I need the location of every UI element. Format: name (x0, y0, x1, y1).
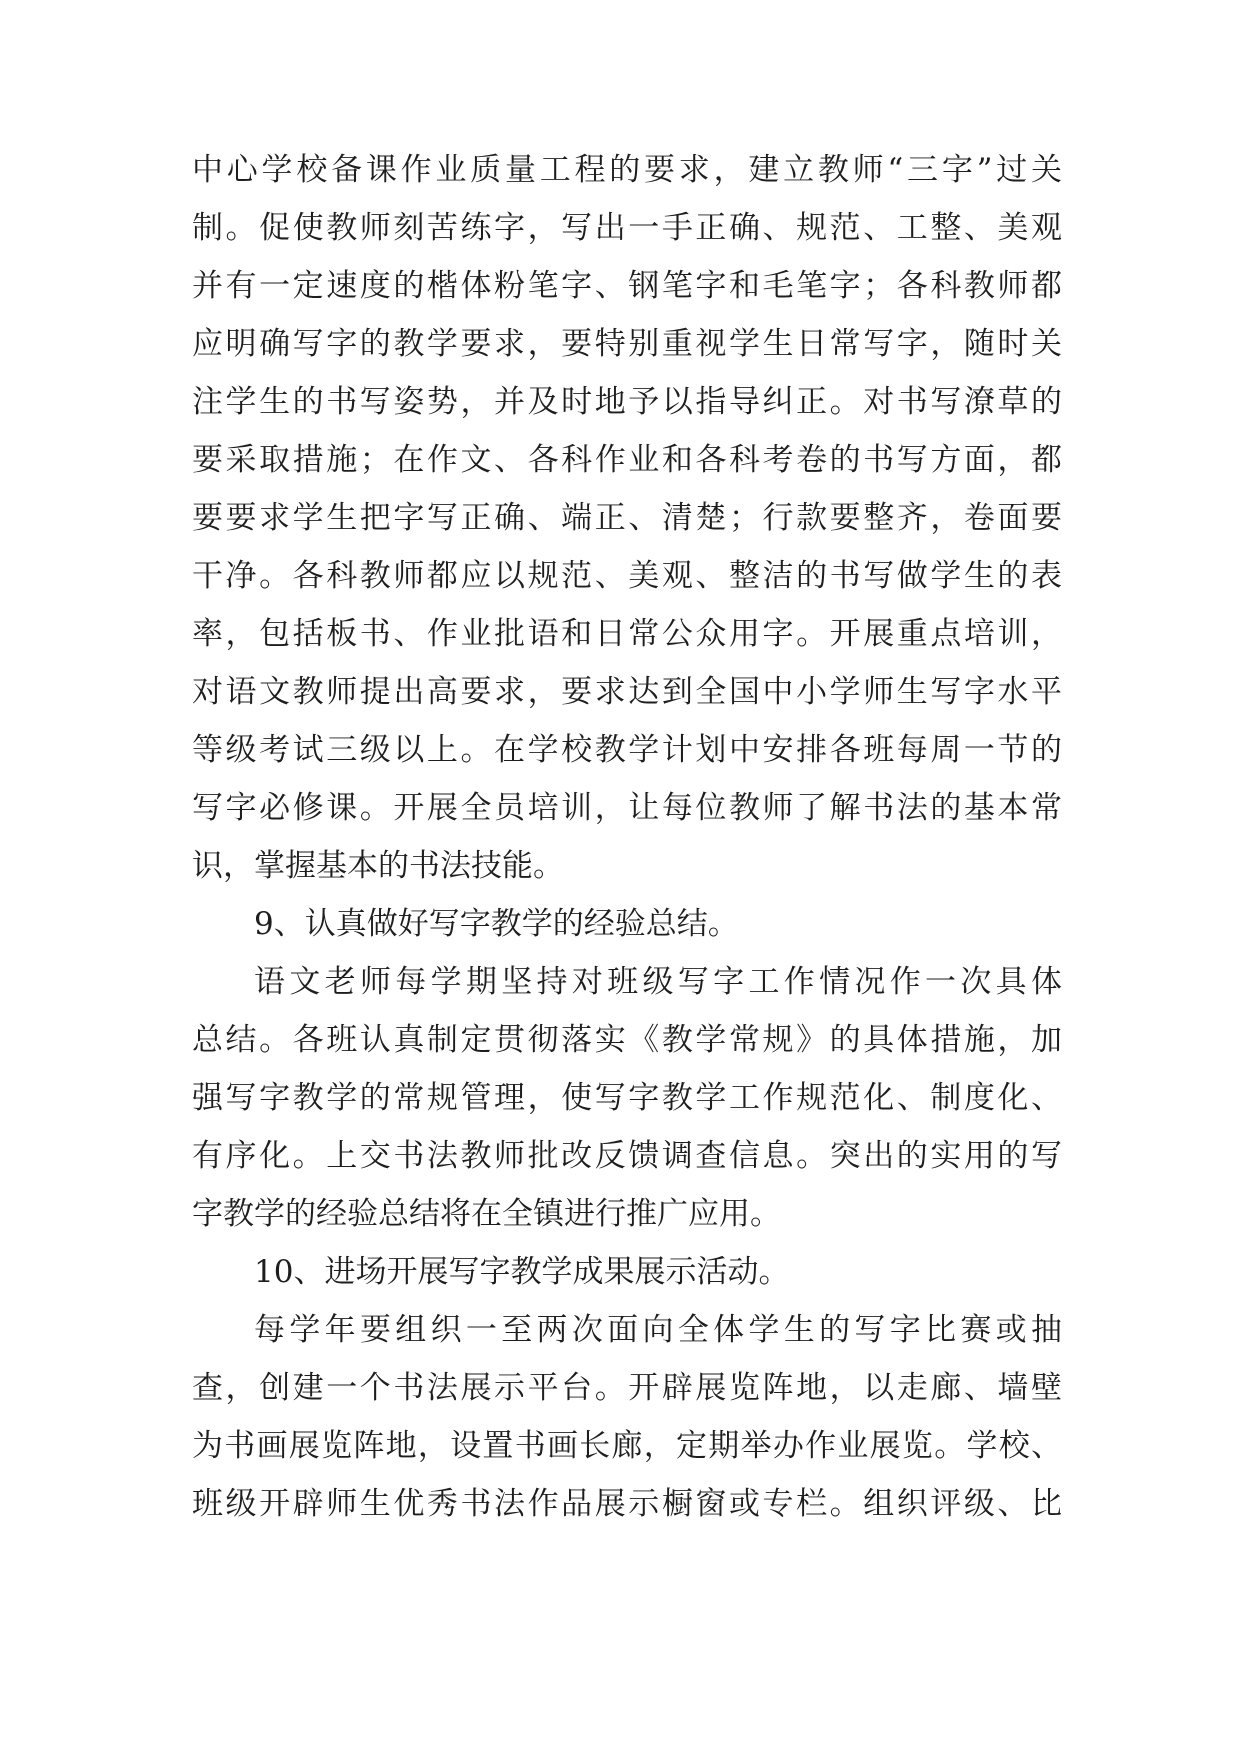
text-line: 对语文教师提出高要求，要求达到全国中小学师生写字水平 (192, 674, 1062, 710)
text-line: 为书画展览阵地，设置书画长廊，定期举办作业展览。学校、 (192, 1428, 1062, 1464)
text-line: 有序化。上交书法教师批改反馈调查信息。突出的实用的写 (192, 1138, 1062, 1174)
text-line: 率，包括板书、作业批语和日常公众用字。开展重点培训， (192, 616, 1062, 652)
text-line: 查，创建一个书法展示平台。开辟展览阵地，以走廊、墙壁 (192, 1370, 1062, 1406)
text-line: 语文老师每学期坚持对班级写字工作情况作一次具体 (254, 964, 1062, 1000)
text-line: 制。促使教师刻苦练字，写出一手正确、规范、工整、美观 (192, 210, 1062, 246)
text-line: 并有一定速度的楷体粉笔字、钢笔字和毛笔字；各科教师都 (192, 268, 1062, 304)
section-heading: 9、认真做好写字教学的经验总结。 (254, 906, 739, 942)
text-line: 干净。各科教师都应以规范、美观、整洁的书写做学生的表 (192, 558, 1062, 594)
text-line: 要采取措施；在作文、各科作业和各科考卷的书写方面，都 (192, 442, 1062, 478)
section-heading: 10、进场开展写字教学成果展示活动。 (254, 1254, 790, 1290)
text-line: 写字必修课。开展全员培训，让每位教师了解书法的基本常 (192, 790, 1062, 826)
text-line: 中心学校备课作业质量工程的要求，建立教师“三字”过关 (192, 152, 1062, 188)
text-line: 识，掌握基本的书法技能。 (192, 848, 564, 884)
text-line: 要要求学生把字写正确、端正、清楚；行款要整齐，卷面要 (192, 500, 1062, 536)
text-line: 等级考试三级以上。在学校教学计划中安排各班每周一节的 (192, 732, 1062, 768)
text-line: 每学年要组织一至两次面向全体学生的写字比赛或抽 (254, 1312, 1062, 1348)
text-line: 总结。各班认真制定贯彻落实《教学常规》的具体措施，加 (192, 1022, 1062, 1058)
text-line: 注学生的书写姿势，并及时地予以指导纠正。对书写潦草的 (192, 384, 1062, 420)
text-line: 强写字教学的常规管理，使写字教学工作规范化、制度化、 (192, 1080, 1062, 1116)
text-line: 班级开辟师生优秀书法作品展示橱窗或专栏。组织评级、比 (192, 1486, 1062, 1522)
text-line: 字教学的经验总结将在全镇进行推广应用。 (192, 1196, 781, 1232)
text-line: 应明确写字的教学要求，要特别重视学生日常写字，随时关 (192, 326, 1062, 362)
